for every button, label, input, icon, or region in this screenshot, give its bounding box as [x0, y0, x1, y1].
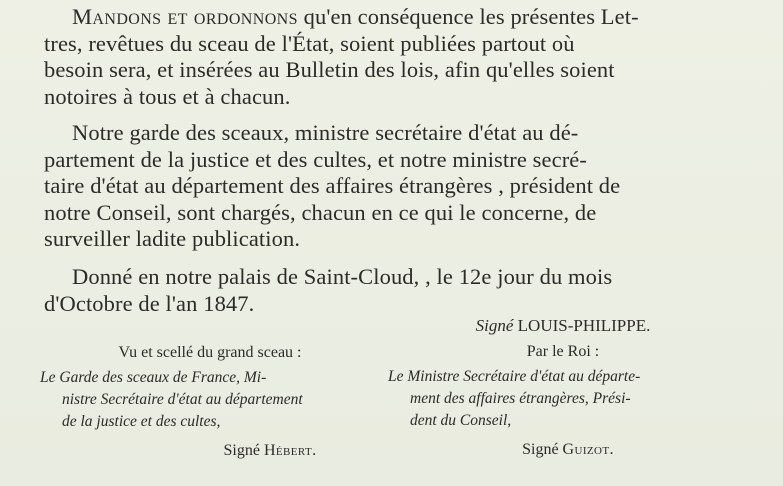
text-line: d'Octobre de l'an 1847. — [44, 290, 255, 316]
par-le-roi-heading: Par le Roi : — [526, 343, 600, 360]
right-signature-block — [388, 316, 738, 460]
paragraph-garde-des-sceaux — [44, 120, 724, 253]
paragraph-mandons — [44, 4, 724, 110]
text-line: ment des affaires étrangères, Prési- — [410, 390, 631, 407]
text-line: nistre Secrétaire d'état au département — [62, 391, 303, 408]
text-line: Donné en notre palais de Saint-Cloud, , le 12e jour du mois — [72, 264, 613, 289]
text-line: notoires à tous et à chacun. — [44, 83, 291, 109]
signature-name: Guizot. — [562, 441, 614, 458]
text-line — [44, 4, 724, 31]
left-signature-block — [40, 343, 380, 461]
signature-name: Hébert. — [263, 442, 317, 459]
text-line: notre Conseil, sont chargés, chacun en ce qui le concerne, de — [44, 199, 597, 225]
text-line: partement de la justice et des cultes, et notre ministre secré- — [44, 146, 587, 172]
text-line: dent du Conseil, — [410, 412, 512, 429]
text-line: Le Ministre Secrétaire d'état au départe- — [388, 368, 641, 385]
text-line: de la justice et des cultes, — [62, 413, 221, 430]
king-signature — [388, 316, 738, 336]
garde-des-sceaux-title — [40, 367, 380, 433]
hebert-signature — [40, 441, 380, 461]
signature-prefix: Signé — [223, 442, 260, 459]
guizot-signature — [388, 440, 738, 460]
minister-title — [388, 366, 738, 432]
signature-prefix: Signé — [522, 441, 559, 458]
paragraph-donne — [44, 264, 724, 317]
text-line: taire d'état au département des affaires étrangères , président de — [44, 173, 621, 198]
text-line: Notre garde des sceaux, ministre secrétaire d'état au dé- — [72, 120, 579, 145]
grand-sceau-heading: Vu et scellé du grand sceau : — [118, 344, 302, 361]
smallcaps-lead: Mandons et ordonnons — [72, 4, 298, 29]
signature-prefix: Signé — [475, 316, 514, 335]
text-line: surveiller ladite publication. — [44, 226, 301, 251]
text-line: Le Garde des sceaux de France, Mi- — [40, 369, 267, 386]
signature-name: LOUIS-PHILIPPE. — [517, 316, 651, 335]
text-line: besoin sera, et insérées au Bulletin des lois, afin qu'elles soient — [44, 57, 615, 82]
text-segment: qu'en conséquence les présentes Let- — [297, 4, 639, 29]
text-line: tres, revêtues du sceau de l'État, soient publiées partout où — [44, 30, 575, 56]
